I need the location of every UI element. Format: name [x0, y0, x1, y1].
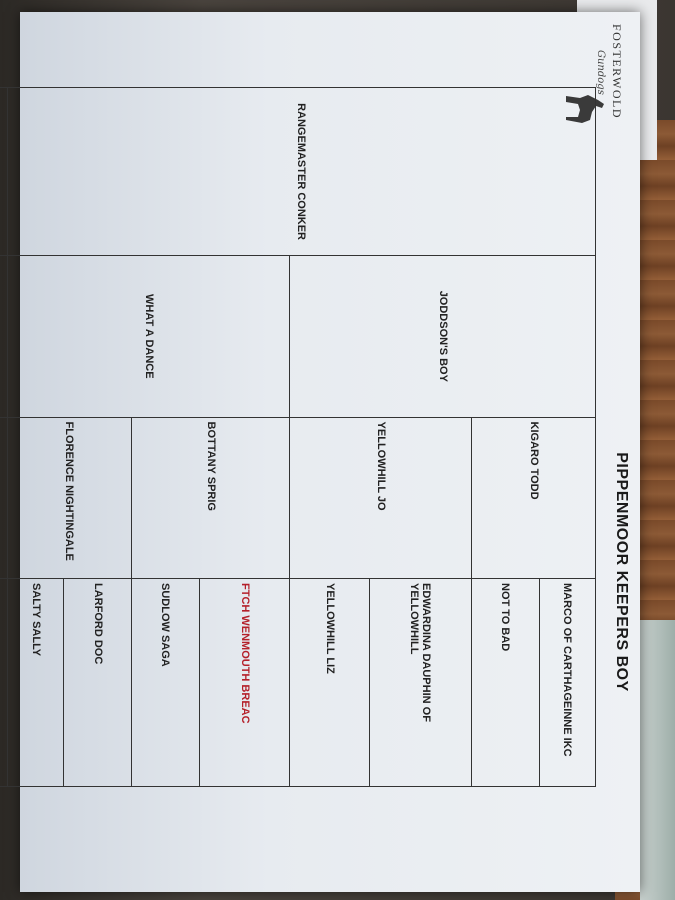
g4-dam: NOT TO BAD	[472, 579, 540, 787]
parent-sire: RANGEMASTER CONKER	[7, 88, 595, 256]
pedigree-sheet	[20, 12, 640, 892]
great-grandparent: FLORENCE NIGHTINGALE	[7, 417, 131, 578]
great-grandparent: YELLOWHILL JO	[290, 417, 472, 578]
great-grandparent	[0, 417, 7, 578]
logo-tagline: Gundogs	[595, 50, 606, 95]
grandparent: JODDSON'S BOY	[290, 256, 596, 417]
g4-sire: LARFORD DOC	[64, 579, 132, 787]
great-grandparent: KIGARO TODD	[472, 417, 596, 578]
parent-dam	[0, 88, 7, 256]
grandparent	[0, 256, 7, 417]
table-row	[567, 88, 595, 787]
g4-dam: YELLOWHILL LIZ	[290, 579, 369, 787]
g4-sire: FTCH WENMOUTH BREAC	[199, 579, 290, 787]
g4-sire: MARCO OF CARTHAGEINNE IKC	[539, 579, 595, 787]
rotated-content	[20, 12, 640, 892]
grandparent: WHAT A DANCE	[7, 256, 289, 417]
table-row	[0, 88, 7, 787]
great-grandparent: BOTTANY SPRIG	[131, 417, 290, 578]
g4-sire: EDWARDINA DAUPHIN OF YELLOWHILL	[369, 579, 471, 787]
logo-brand: FOSTERWOLD	[610, 24, 624, 120]
pedigree-table	[0, 87, 596, 787]
g4-dam: SALTY SALLY	[7, 579, 63, 787]
page-title: PIPPENMOOR KEEPERS BOY	[613, 452, 630, 692]
binder-edge	[640, 620, 675, 900]
g4-sire	[0, 579, 7, 787]
g4-dam: SUDLOW SAGA	[131, 579, 199, 787]
